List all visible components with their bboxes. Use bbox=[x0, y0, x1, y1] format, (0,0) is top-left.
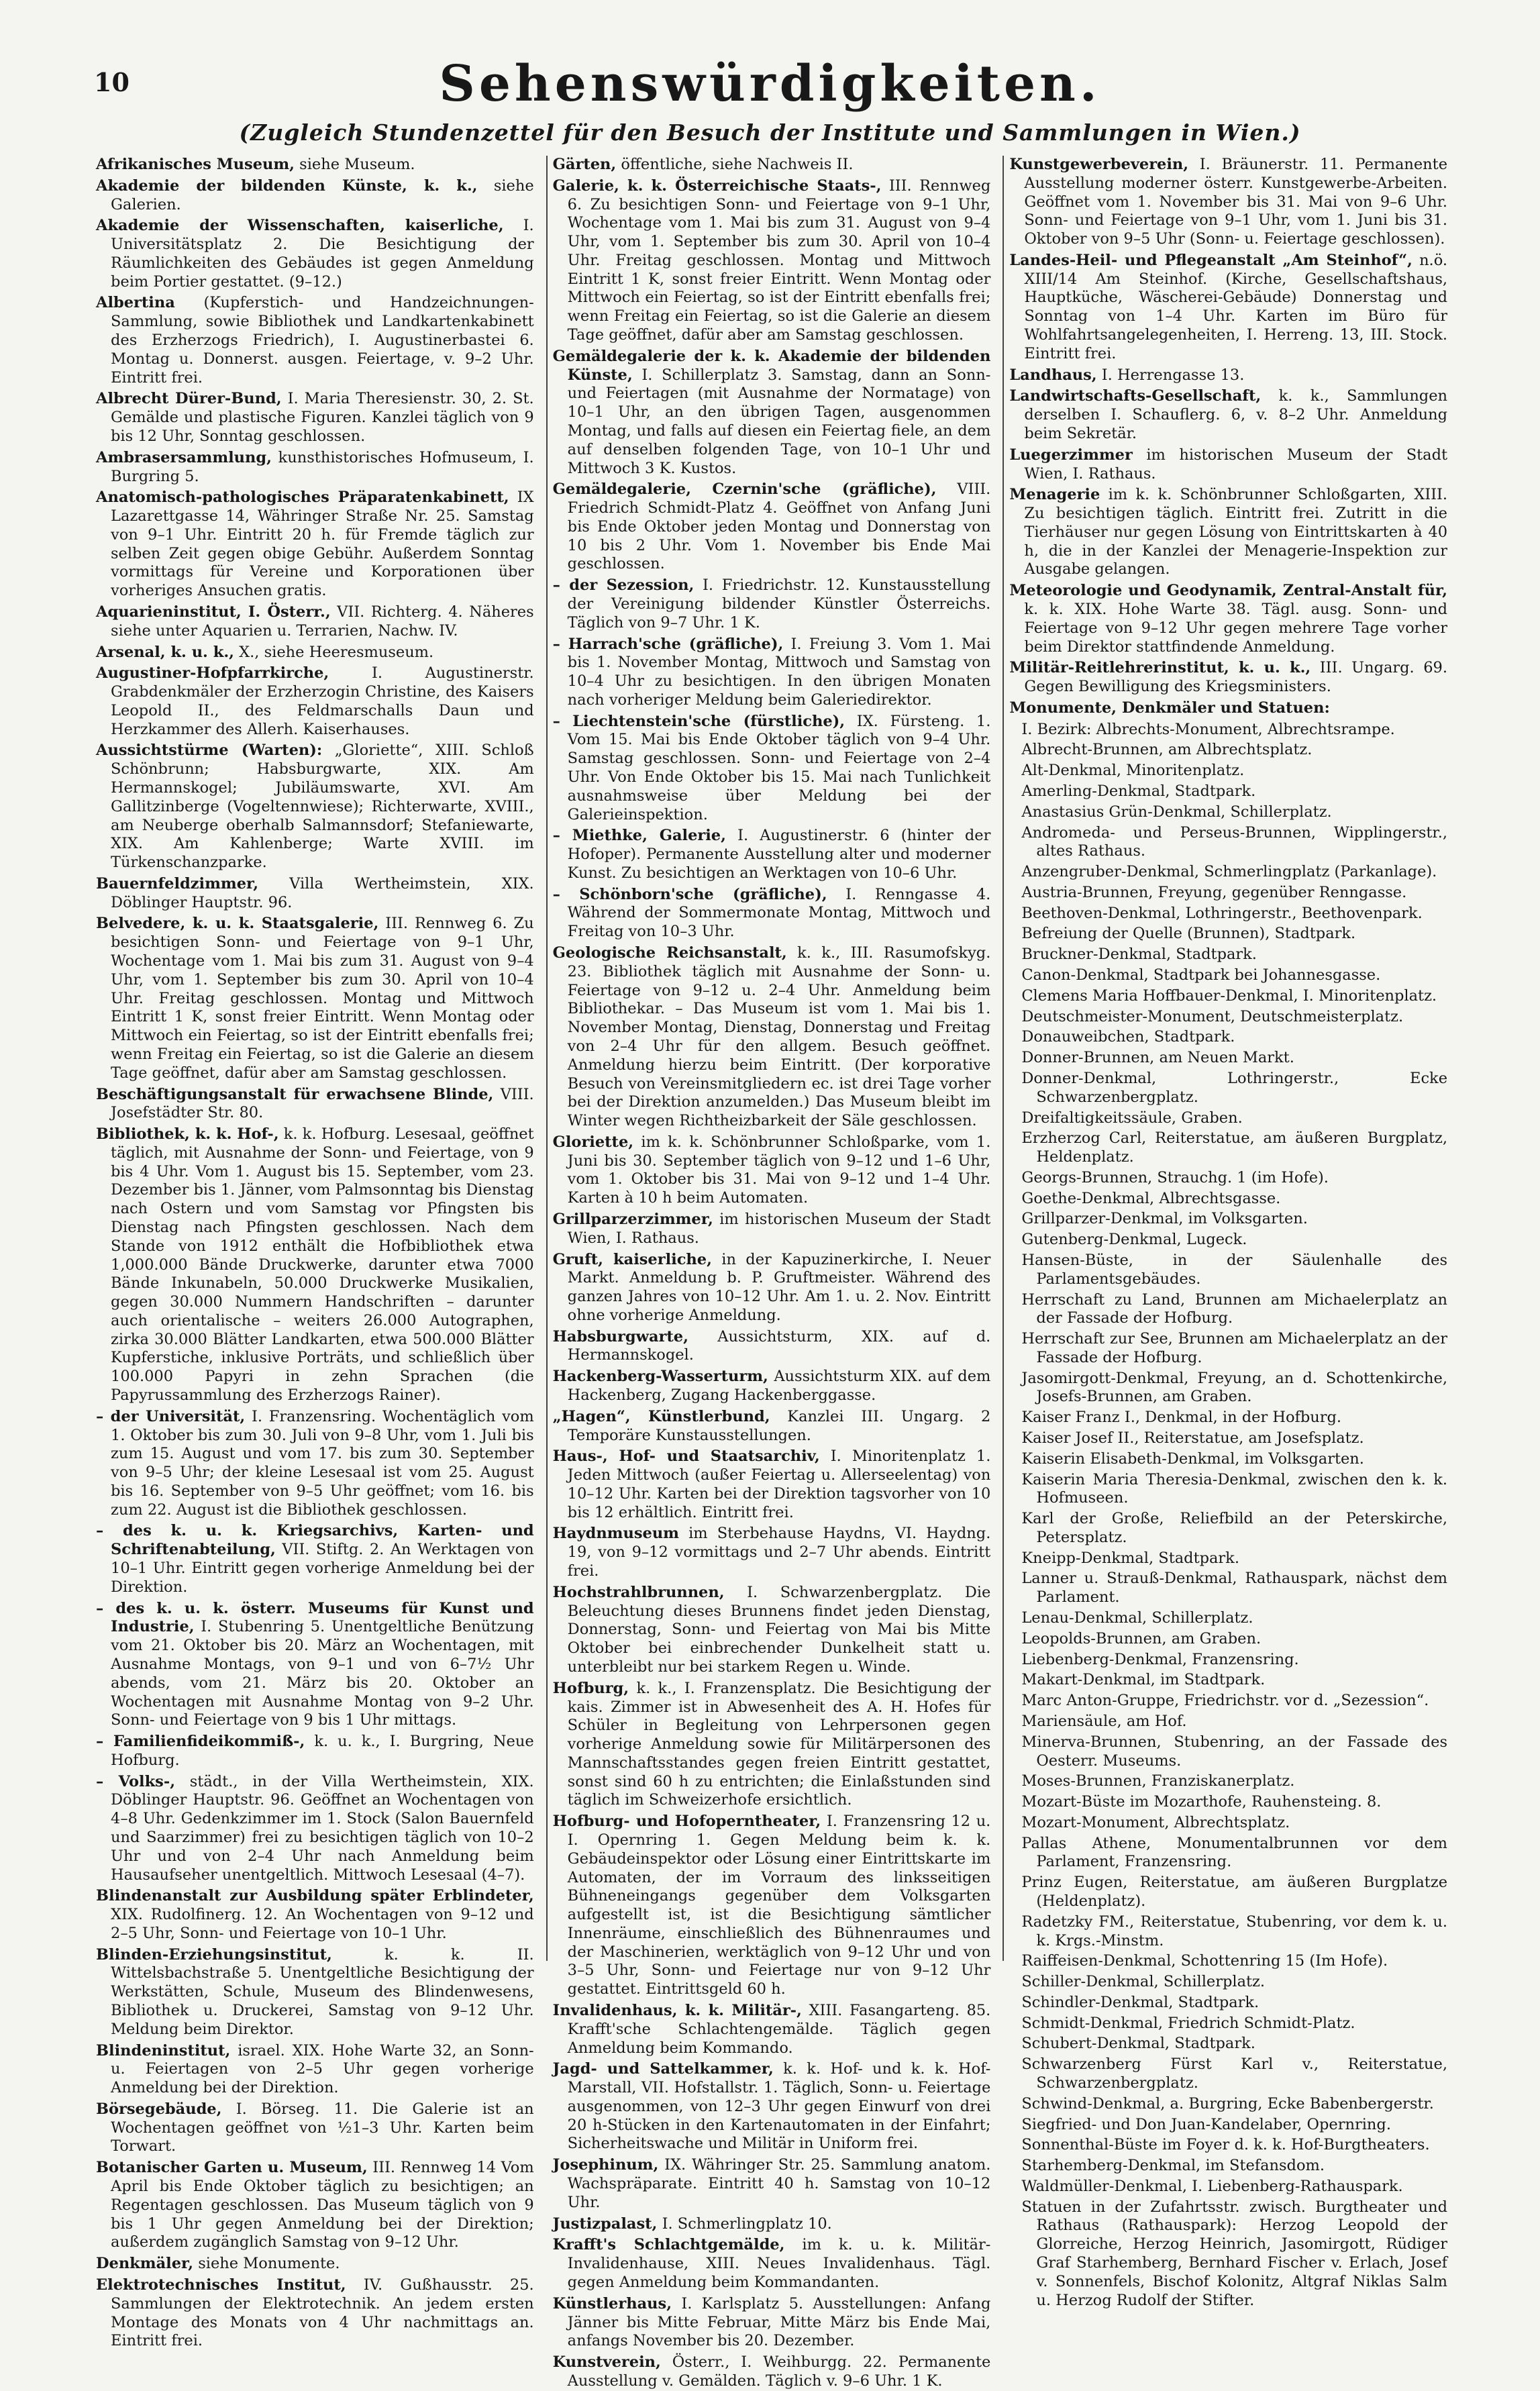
directory-entry bbox=[96, 177, 534, 215]
entry-text: I. Minoritenplatz 1. Jeden Mittwoch (außer Feiertag u. Allerseelentag) von 10–12 Uhr. Karten bei der Direktion tagsvorher von 10 bis 12 erhältlich. Eintritt frei. bbox=[567, 1447, 991, 1521]
entry-heading: – Familienfideikommiß-, bbox=[96, 1733, 305, 1751]
monument-item: Karl der Große, Reliefbild an der Peterskirche, Petersplatz. bbox=[1021, 1510, 1448, 1546]
directory-entry bbox=[1009, 582, 1447, 656]
entry-heading: – des k. u. k. österr. Museums für Kunst und Industrie, bbox=[96, 1599, 534, 1636]
directory-entry bbox=[553, 1525, 991, 1580]
entry-text: israel. XIX. Hohe Warte 32, an Sonn- u. Feiertagen von 2–5 Uhr gegen vorherige Anmeldung bei der Direktion. bbox=[111, 2041, 534, 2097]
directory-entry bbox=[96, 1733, 534, 1770]
directory-entry bbox=[96, 390, 534, 446]
entry-text: I. Augustinerstr. 6 (hinter der Hofoper). Permanente Ausstellung alter und moderner Kunst. Zu besichtigen an Werktagen von 10–6 Uhr. bbox=[567, 827, 991, 882]
entry-heading: „Hagen“, Künstlerbund, bbox=[552, 1407, 770, 1425]
entry-text: Villa Wertheimstein, XIX. Döblinger Hauptstr. 96. bbox=[111, 874, 534, 911]
directory-entry bbox=[96, 742, 534, 872]
entry-text: in der Kapuzinerkirche, I. Neuer Markt. Anmeldung b. P. Gruftmeister. Während des ganzen Jahres von 10–12 Uhr. Am 1. u. 2. Nov. Eintritt ohne vorherige Anmeldung. bbox=[567, 1250, 991, 1324]
monument-item: Moses-Brunnen, Franziskanerplatz. bbox=[1021, 1772, 1295, 1790]
entry-heading: Aussichtstürme (Warten): bbox=[96, 742, 323, 760]
page-title: Sehenswürdigkeiten. bbox=[439, 55, 1101, 113]
directory-entry bbox=[96, 1125, 534, 1405]
entry-text: k. k. Hof- und k. k. Hof-Marstall, VII. Hofstallstr. 1. Täglich, Sonn- u. Feiertage ausgenommen, von 12–3 Uhr gegen Einwurf von drei 20 h-Stücken in den Kartenautomaten in der Einfahrt; Sicherheitswache und Militär in Uniform frei. bbox=[567, 2060, 991, 2153]
directory-entry bbox=[553, 1133, 991, 1208]
entry-text: IV. Gußhausstr. 25. Sammlungen der Elektrotechnik. An jedem ersten Montage des Monats von 4 Uhr nachmittags an. Eintritt frei. bbox=[111, 2276, 534, 2350]
entry-heading: Ambrasersammlung, bbox=[96, 448, 272, 466]
directory-entry bbox=[96, 217, 534, 291]
directory-entry bbox=[96, 2159, 534, 2252]
directory-entry bbox=[553, 1813, 991, 1999]
monument-item: Lanner u. Strauß-Denkmal, Rathauspark, nächst dem Parlament. bbox=[1021, 1570, 1448, 1607]
entry-text: im historischen Museum der Stadt Wien, I. Rathaus. bbox=[1024, 446, 1448, 482]
monument-item: Austria-Brunnen, Freyung, gegenüber Renngasse. bbox=[1021, 883, 1407, 901]
entry-text: k. u. k., I. Burgring, Neue Hofburg. bbox=[111, 1733, 534, 1769]
monument-item: Waldmüller-Denkmal, I. Liebenberg-Rathauspark. bbox=[1021, 2177, 1403, 2195]
entry-heading: Anatomisch-pathologisches Präparatenkabinett, bbox=[96, 489, 509, 507]
monument-item: Statuen in der Zufahrtsstr. zwisch. Burgtheater und Rathaus (Rathauspark): Herzog Leopold der Glorreiche, Herzog Heinrich, Jasomirgott, Rüdiger Graf Starhemberg, Bernhard Fischer v. Erlach, Josef v. Sonnenfels, Bischof Kolonitz, Altgraf Niklas Salm u. Herzog Rudolf der Stifter. bbox=[1021, 2198, 1448, 2309]
monument-item: Kaiser Josef II., Reiterstatue, am Josefsplatz. bbox=[1021, 1429, 1364, 1447]
directory-entry bbox=[553, 2353, 991, 2391]
monument-item: Dreifaltigkeitssäule, Graben. bbox=[1021, 1109, 1243, 1127]
directory-entry bbox=[553, 1251, 991, 1325]
monument-item: Deutschmeister-Monument, Deutschmeisterplatz. bbox=[1021, 1007, 1404, 1025]
directory-entry bbox=[96, 449, 534, 487]
monument-item: Kneipp-Denkmal, Stadtpark. bbox=[1021, 1549, 1239, 1567]
directory-entry bbox=[1009, 252, 1447, 364]
entry-heading: Blindenanstalt zur Ausbildung später Erblindeter, bbox=[96, 1887, 534, 1905]
entry-text: I. Schillerplatz 3. Samstag, dann an Sonn- und Feiertagen (mit Ausnahme der Normatage) von 10–1 Uhr, an den übrigen Tagen, ausgenommen Montag, und falls auf diesen ein Feiertag fiele, an dem auf denselben folgenden Tage, von 10–1 Uhr und Mittwoch 3 K. Kustos. bbox=[567, 366, 991, 477]
entry-heading: Arsenal, k. u. k., bbox=[96, 643, 234, 661]
monument-item: Leopolds-Brunnen, am Graben. bbox=[1021, 1629, 1262, 1647]
entry-text: n.ö. XIII/14 Am Steinhof. (Kirche, Gesellschaftshaus, Hauptküche, Wäscherei-Gebäude) Donnerstag und Sonntag von 1–4 Uhr. Karten im Büro für Wohlfahrtsangelegenheiten, I. Herreng. 13, III. Stock. Eintritt frei. bbox=[1024, 251, 1448, 362]
entry-text: IX Lazarettgasse 14, Währinger Straße Nr. 25. Samstag von 9–1 Uhr. Eintritt 20 h. für Fremde täglich zur selben Zeit gegen obige Gebühr. Außerdem Sonntag vormittags für Vereine und Korporationen über vorheriges Ansuchen gratis. bbox=[111, 489, 534, 600]
monument-item: Alt-Denkmal, Minoritenplatz. bbox=[1021, 762, 1245, 780]
monument-item: Schwind-Denkmal, a. Burgring, Ecke Babenbergerstr. bbox=[1021, 2094, 1434, 2113]
entry-text: IX. Fürsteng. 1. Vom 15. Mai bis Ende Oktober täglich von 9–4 Uhr. Samstag geschlossen. Sonn- und Feiertage von 2–4 Uhr. Von Ende Oktober bis 15. Mai nach Tunlichkeit ausnahmsweise über Meldung bei der Galerieinspektion. bbox=[567, 712, 991, 823]
monument-item: Sonnenthal-Büste im Foyer d. k. k. Hof-Burgtheaters. bbox=[1021, 2136, 1430, 2154]
directory-entry bbox=[96, 1773, 534, 1885]
entry-heading: Blindeninstitut, bbox=[96, 2041, 231, 2059]
directory-entry bbox=[96, 1086, 534, 1123]
directory-entry bbox=[96, 664, 534, 739]
directory-entry bbox=[553, 2236, 991, 2292]
entry-text: I. Bräunerstr. 11. Permanente Ausstellung moderner österr. Kunstgewerbe-Arbeiten. Geöffnet vom 1. November bis 31. Mai von 9–6 Uhr. Sonn- und Feiertage von 9–1 Uhr, vom 1. Juni bis 31. Oktober von 9–5 Uhr (Sonn- u. Feiertage geschlossen). bbox=[1024, 156, 1448, 248]
entry-text: VII. Stiftg. 2. An Werktagen von 10–1 Uhr. Eintritt gegen vorherige Anmeldung bei der Direktion. bbox=[111, 1541, 534, 1596]
monument-item: Andromeda- und Perseus-Brunnen, Wipplingerstr., altes Rathaus. bbox=[1021, 823, 1448, 860]
entry-heading: Meteorologie und Geodynamik, Zentral-Anstalt für, bbox=[1009, 582, 1448, 600]
monument-item: Pallas Athene, Monumentalbrunnen vor dem Parlament, Franzensring. bbox=[1021, 1834, 1448, 1871]
monument-item: Bruckner-Denkmal, Stadtpark. bbox=[1021, 946, 1257, 964]
monument-item: Liebenberg-Denkmal, Franzensring. bbox=[1021, 1650, 1299, 1668]
monument-item: Clemens Maria Hoffbauer-Denkmal, I. Minoritenplatz. bbox=[1021, 986, 1437, 1005]
directory-entry bbox=[553, 2060, 991, 2153]
directory-entry bbox=[553, 713, 991, 825]
directory-entry bbox=[553, 1368, 991, 1405]
entry-text: k. k., I. Franzensplatz. Die Besichtigung der kais. Zimmer ist in Abwesenheit des A. H. Hofes für Schüler in Begleitung von Lehrpersonen gegen vorherige Anmeldung sowie für Militärpersonen des Mannschaftsstandes gegen freien Eintritt gestattet, sonst sind 60 h zu entrichten; die Einlaßstunden sind täglich im Schweizerhofe ersichtlich. bbox=[567, 1679, 991, 1809]
entry-heading: Haus-, Hof- und Staatsarchiv, bbox=[552, 1447, 820, 1466]
entry-heading: Grillparzerzimmer, bbox=[552, 1210, 713, 1228]
monument-item: Makart-Denkmal, im Stadtpark. bbox=[1021, 1671, 1266, 1689]
entry-text: III. Ungarg. 69. Gegen Bewilligung des Kriegsministers. bbox=[1024, 659, 1448, 696]
entry-text: k. k., Sammlungen derselben I. Schauflerg. 6, v. 8–2 Uhr. Anmeldung beim Sekretär. bbox=[1024, 387, 1448, 442]
monument-item: Anastasius Grün-Denkmal, Schillerplatz. bbox=[1021, 803, 1332, 821]
entry-text: „Gloriette“, XIII. Schloß Schönbrunn; Habsburgwarte, XIX. Am Hermannskogel; Jubiläumswarte, XVI. Am Gallitzinberge (Vogeltennwiese); Richterwarte, XVIII., am Neuberge oberhalb Salmannsdorf; Stefaniewarte, XIX. Am Kahlenberge; Warte XVIII. im Türkenschanzparke. bbox=[111, 742, 534, 872]
entry-heading: Börsegebäude, bbox=[96, 2100, 222, 2118]
entry-heading: Invalidenhaus, k. k. Militär-, bbox=[552, 2002, 802, 2019]
entry-heading: Albertina bbox=[96, 294, 175, 312]
monument-item: Minerva-Brunnen, Stubenring, an der Fassade des Oesterr. Museums. bbox=[1021, 1733, 1448, 1770]
monument-item: Anzengruber-Denkmal, Schmerlingplatz (Parkanlage). bbox=[1021, 863, 1437, 881]
entry-text: I. Karlsplatz 5. Ausstellungen: Anfang Jänner bis Mitte Februar, Mitte März bis Ende Mai, anfangs November bis 20. Dezember. bbox=[567, 2294, 991, 2350]
entry-heading: Elektrotechnisches Institut, bbox=[96, 2276, 346, 2294]
entry-text: VIII. Josefstädter Str. 80. bbox=[111, 1085, 534, 1122]
monument-item: Hansen-Büste, in der Säulenhalle des Parlamentsgebäudes. bbox=[1021, 1251, 1448, 1288]
monument-item: Raiffeisen-Denkmal, Schottenring 15 (Im Hofe). bbox=[1021, 1952, 1388, 1970]
directory-entry bbox=[96, 2042, 534, 2098]
entry-heading: Menagerie bbox=[1009, 486, 1100, 504]
directory-entry bbox=[553, 2156, 991, 2212]
monument-item: Mariensäule, am Hof. bbox=[1021, 1712, 1187, 1730]
entry-text: VII. Richterg. 4. Näheres siehe unter Aquarien u. Terrarien, Nachw. IV. bbox=[111, 603, 534, 640]
monument-item: Gutenberg-Denkmal, Lugeck. bbox=[1021, 1231, 1247, 1249]
monument-item: Erzherzog Carl, Reiterstatue, am äußeren Burgplatz, Heldenplatz. bbox=[1021, 1129, 1448, 1166]
monument-item: Donner-Denkmal, Lothringerstr., Ecke Schwarzenbergplatz. bbox=[1021, 1069, 1448, 1106]
entry-heading: – der Universität, bbox=[96, 1407, 246, 1425]
entry-text: I. Börseg. 11. Die Galerie ist an Wochentagen geöffnet von ½1–3 Uhr. Karten beim Torwart. bbox=[111, 2100, 534, 2155]
entry-text: III. Rennweg 6. Zu besichtigen Sonn- und Feiertage von 9–1 Uhr, Wochentage vom 1. Mai bis zum 31. August von 9–4 Uhr, vom 1. September bis zum 30. April von 10–4 Uhr. Freitag geschlossen. Montag und Mittwoch Eintritt 1 K, sonst freier Eintritt. Wenn Montag oder Mittwoch ein Feiertag, so ist der Eintritt ebenfalls frei; wenn Freitag ein Feiertag, so ist die Galerie an diesem Tage geöffnet, dafür aber am Samstag geschlossen. bbox=[111, 915, 534, 1082]
directory-entry bbox=[553, 177, 991, 345]
column-right bbox=[1003, 156, 1453, 2309]
entry-heading: Denkmäler, bbox=[96, 2255, 194, 2273]
directory-entry bbox=[96, 2100, 534, 2156]
directory-entry bbox=[553, 2295, 991, 2351]
entry-text: (Kupferstich- und Handzeichnungen-Sammlung, sowie Bibliothek und Landkartenkabinett des Erzherzogs Friedrich), I. Augustinerbastei 6. Montag u. Donnerst. ausgen. Feiertage, v. 9–2 Uhr. Eintritt frei. bbox=[111, 294, 534, 387]
directory-entry bbox=[96, 1946, 534, 2039]
directory-entry bbox=[96, 294, 534, 387]
monument-item: Befreiung der Quelle (Brunnen), Stadtpark. bbox=[1021, 925, 1356, 943]
monument-item: Lenau-Denkmal, Schillerplatz. bbox=[1021, 1609, 1253, 1627]
monument-item: Mozart-Monument, Albrechtsplatz. bbox=[1021, 1813, 1290, 1831]
monument-item: Amerling-Denkmal, Stadtpark. bbox=[1021, 782, 1256, 800]
district-heading: I. Bezirk: Albrechts-Monument, Albrechtsrampe. bbox=[1021, 720, 1395, 738]
entry-heading: Akademie der Wissenschaften, kaiserliche, bbox=[96, 217, 504, 235]
entry-text: XIII. Fasangarteng. 85. Krafft'sche Schlachtengemälde. Täglich gegen Anmeldung beim Kommando. bbox=[567, 2002, 991, 2057]
directory-entry bbox=[553, 1328, 991, 1366]
entry-text: IX. Währinger Str. 25. Sammlung anatom. Wachspräparate. Eintritt 40 h. Samstag von 10–12 Uhr. bbox=[567, 2156, 991, 2211]
directory-entry bbox=[553, 480, 991, 574]
directory-entry bbox=[553, 635, 991, 710]
monument-item: Grillparzer-Denkmal, im Volksgarten. bbox=[1021, 1210, 1308, 1228]
entry-heading: Bauernfeldzimmer, bbox=[96, 874, 259, 893]
directory-entry bbox=[553, 2002, 991, 2057]
monument-item: Canon-Denkmal, Stadtpark bei Johannesgasse. bbox=[1021, 966, 1381, 984]
directory-entry bbox=[96, 644, 534, 662]
entry-text: I. Schwarzenbergplatz. Die Beleuchtung dieses Brunnens findet jeden Dienstag, Donnerstag, Sonn- und Feiertag von Mai bis Mitte Oktober bei einbrechender Dunkelheit statt u. unterbleibt nur bei starkem Regen u. Winde. bbox=[567, 1583, 991, 1676]
entry-text: im historischen Museum der Stadt Wien, I. Rathaus. bbox=[567, 1210, 991, 1247]
monument-item: Herrschaft zu Land, Brunnen am Michaelerplatz an der Fassade der Hofburg. bbox=[1021, 1290, 1448, 1327]
entry-text: k. k. Hofburg. Lesesaal, geöffnet täglich, mit Ausnahme der Sonn- und Feiertage, von 9 bis 4 Uhr. Vom 1. August bis 15. September, vom 23. Dezember bis 1. Jänner, vom Palmsonntag bis Dienstag nach Ostern und vom Samstag vor Pfingsten bis Dienstag nach Pfingsten geschlossen. Nach dem Stande von 1912 enthält die Hofbibliothek etwa 1,000.000 Bände Druckwerke, darunter etwa 7000 Bände Inkunabeln, 50.000 Druckwerke Musikalien, gegen 30.000 Nummern Handschriften – darunter auch orientalische – weiters 26.000 Autographen, zirka 30.000 Blätter Landkarten, etwa 500.000 Blätter Kupferstiche, inklusive Porträts, und schließlich über 100.000 Papyri in zehn Sprachen (die Papyrussammlung des Erzherzogs Rainer). bbox=[111, 1125, 534, 1404]
entry-heading: Hackenberg-Wasserturm, bbox=[552, 1368, 768, 1386]
directory-entry bbox=[553, 886, 991, 942]
entry-heading: Botanischer Garten u. Museum, bbox=[96, 2159, 368, 2177]
directory-entry bbox=[553, 944, 991, 1131]
column-middle bbox=[546, 156, 996, 2390]
monument-item: Goethe-Denkmal, Albrechtsgasse. bbox=[1021, 1189, 1281, 1207]
directory-entry bbox=[1009, 156, 1447, 249]
entry-heading: Monumente, Denkmäler und Statuen: bbox=[1009, 699, 1330, 717]
entry-heading: Akademie der bildenden Künste, k. k., bbox=[96, 176, 478, 195]
entry-heading: Belvedere, k. u. k. Staatsgalerie, bbox=[96, 915, 379, 933]
entry-text: siehe Galerien. bbox=[111, 176, 534, 213]
entry-text: X., siehe Heeresmuseum. bbox=[239, 643, 434, 661]
entry-heading: Augustiner-Hofpfarrkirche, bbox=[96, 664, 329, 682]
entry-heading: Kunstgewerbeverein, bbox=[1009, 156, 1189, 173]
entry-heading: Hochstrahlbrunnen, bbox=[552, 1583, 725, 1601]
directory-entry bbox=[96, 489, 534, 601]
entry-text: im Sterbehause Haydns, VI. Haydng. 19, von 9–12 vormittags und 2–7 Uhr abends. Eintritt frei. bbox=[567, 1525, 991, 1580]
entry-text: im k. k. Schönbrunner Schloßgarten, XIII. Zu besichtigen täglich. Eintritt frei. Zutritt in die Tierhäuser nur gegen Lösung von Eintrittskarten à 40 h, die in der Kanzlei der Menagerie-Inspektion zur Ausgabe gelangen. bbox=[1024, 486, 1448, 578]
text-columns bbox=[91, 156, 1453, 2390]
directory-entry bbox=[96, 1522, 534, 1596]
directory-entry bbox=[553, 1447, 991, 1522]
directory-entry bbox=[96, 156, 534, 174]
entry-heading: Landhaus, bbox=[1009, 366, 1097, 384]
entry-heading: – Volks-, bbox=[96, 1772, 176, 1790]
monument-item: Schwarzenberg Fürst Karl v., Reiterstatue, Schwarzenbergplatz. bbox=[1021, 2055, 1448, 2092]
entry-heading: Jagd- und Sattelkammer, bbox=[552, 2060, 774, 2078]
entry-text: im k. u. k. Militär-Invalidenhause, XIII. Neues Invalidenhaus. Tägl. gegen Anmeldung beim Kommandanten. bbox=[567, 2236, 991, 2291]
monument-item: Prinz Eugen, Reiterstatue, am äußeren Burgplatze (Heldenplatz). bbox=[1021, 1874, 1448, 1910]
directory-entry bbox=[96, 1887, 534, 1943]
entry-text: I. Maria Theresienstr. 30, 2. St. Gemälde und plastische Figuren. Kanzlei täglich von 9 bis 12 Uhr, Sonntag geschlossen. bbox=[111, 390, 534, 445]
directory-entry bbox=[553, 827, 991, 882]
entry-heading: – Schönborn'sche (gräfliche), bbox=[552, 885, 827, 903]
monument-item: Mozart-Büste im Mozarthofe, Rauhensteing. 8. bbox=[1021, 1793, 1382, 1811]
directory-entry bbox=[96, 1408, 534, 1520]
directory-entry bbox=[96, 603, 534, 641]
monument-item: Kaiserin Elisabeth-Denkmal, im Volksgarten. bbox=[1021, 1449, 1364, 1468]
entry-heading: Krafft's Schlachtgemälde, bbox=[552, 2236, 785, 2254]
page-number: 10 bbox=[94, 67, 130, 97]
entry-heading: Künstlerhaus, bbox=[552, 2294, 672, 2312]
entry-text: XIX. Rudolfinerg. 12. An Wochentagen von 9–12 und 2–5 Uhr, Sonn- und Feiertage von 10–1 Uhr. bbox=[111, 1906, 534, 1942]
entry-heading: Habsburgwarte, bbox=[552, 1327, 688, 1345]
entry-heading: Bibliothek, k. k. Hof-, bbox=[96, 1125, 279, 1143]
directory-entry bbox=[553, 1680, 991, 1810]
entry-text: k. k. XIX. Hohe Warte 38. Tägl. ausg. Sonn- und Feiertage von 9–12 Uhr gegen mehrere Tage vorher beim Direktor stattfindende Anmeldung. bbox=[1024, 600, 1448, 656]
entry-text: III. Rennweg 6. Zu besichtigen Sonn- und Feiertage von 9–1 Uhr, Wochentage vom 1. Mai bis zum 31. August von 9–4 Uhr, vom 1. September bis zum 30. April von 10–4 Uhr. Freitag geschlossen. Montag und Mittwoch Eintritt 1 K, sonst freier Eintritt. Wenn Montag oder Mittwoch ein Feiertag, so ist der Eintritt ebenfalls frei; wenn Freitag ein Feiertag, so ist die Galerie an diesem Tage geöffnet, dafür aber am Samstag geschlossen. bbox=[567, 176, 991, 344]
directory-entry bbox=[553, 576, 991, 632]
entry-heading: Geologische Reichsanstalt, bbox=[552, 944, 787, 962]
monument-item: Starhemberg-Denkmal, im Stefansdom. bbox=[1021, 2157, 1325, 2175]
monument-item: Siegfried- und Don Juan-Kandelaber, Opernring. bbox=[1021, 2115, 1391, 2133]
entry-heading: Albrecht Dürer-Bund, bbox=[96, 390, 282, 408]
entry-heading: Hofburg, bbox=[552, 1679, 629, 1697]
entry-heading: Josephinum, bbox=[552, 2156, 659, 2174]
entry-heading: Landes-Heil- und Pflegeanstalt „Am Steinhof“, bbox=[1009, 251, 1413, 269]
directory-entry bbox=[553, 1584, 991, 1677]
directory-entry bbox=[1009, 659, 1447, 697]
entry-text: I. Friedrichstr. 12. Kunstausstellung der Vereinigung bildender Künstler Österreichs. Täglich von 9–7 Uhr. 1 K. bbox=[567, 576, 991, 631]
entry-text: Aussichtsturm, XIX. auf d. Hermannskogel. bbox=[567, 1327, 991, 1364]
entry-text: Österr., I. Weihburgg. 22. Permanente Ausstellung v. Gemälden. Täglich v. 9–6 Uhr. 1 K. bbox=[567, 2353, 991, 2390]
entry-heading: Gemäldegalerie, Czernin'sche (gräfliche), bbox=[552, 480, 937, 499]
entry-text: öffentliche, siehe Nachweis II. bbox=[621, 156, 854, 173]
monument-item: Kaiser Franz I., Denkmal, in der Hofburg. bbox=[1021, 1409, 1342, 1427]
entry-text: siehe Museum. bbox=[299, 156, 415, 173]
entry-heading: Beschäftigungsanstalt für erwachsene Blinde, bbox=[96, 1085, 494, 1103]
monument-item: Georgs-Brunnen, Strauchg. 1 (im Hofe). bbox=[1021, 1168, 1329, 1186]
monument-item: Albrecht-Brunnen, am Albrechtsplatz. bbox=[1021, 741, 1313, 759]
monument-item: Donauweibchen, Stadtpark. bbox=[1021, 1028, 1235, 1046]
directory-entry bbox=[553, 156, 991, 174]
entry-text: I. Universitätsplatz 2. Die Besichtigung der Räumlichkeiten des Gebäudes ist gegen Anmeldung beim Portier gestattet. (9–12.) bbox=[111, 217, 534, 291]
entry-text: I. Augustinerstr. Grabdenkmäler der Erzherzogin Christine, des Kaisers Leopold II., des Feldmarschalls Daun und Herzkammer des Allerh. Kaiserhauses. bbox=[111, 664, 534, 738]
directory-entry bbox=[96, 1600, 534, 1730]
monument-item: Beethoven-Denkmal, Lothringerstr., Beethovenpark. bbox=[1021, 904, 1423, 922]
monument-item: Kaiserin Maria Theresia-Denkmal, zwischen den k. k. Hofmuseen. bbox=[1021, 1470, 1448, 1507]
directory-entry bbox=[553, 348, 991, 478]
entry-text: k. k., III. Rasumofskyg. 23. Bibliothek täglich mit Ausnahme der Sonn- u. Feiertage von 9–12 u. 2–4 Uhr. Anmeldung beim Bibliothekar. – Das Museum ist vom 1. Mai bis 1. November Montag, Dienstag, Donnerstag und Freitag von 2–4 Uhr für den allgem. Besuch geöffnet. Anmeldung hierzu beim Eintritt. (Der korporative Besuch von Vereinsmitgliedern ec. ist drei Tage vorher bei der Direktion anzumelden.) Das Museum bleibt im Winter wegen Richtheizbarkeit der Säle geschlossen. bbox=[567, 944, 991, 1130]
monument-item: Schiller-Denkmal, Schillerplatz. bbox=[1021, 1973, 1266, 1991]
monument-item: Schindler-Denkmal, Stadtpark. bbox=[1021, 1993, 1260, 2011]
directory-entry bbox=[1009, 699, 1447, 718]
entry-text: k. k. II. Wittelsbachstraße 5. Unentgeltliche Besichtigung der Werkstätten, Schule, Museum des Blindenwesens, Bibliothek u. Druckerei, Samstag von 9–12 Uhr. Meldung beim Direktor. bbox=[111, 1945, 534, 2038]
monument-item: Schubert-Denkmal, Stadtpark. bbox=[1021, 2035, 1255, 2053]
monument-item: Donner-Brunnen, am Neuen Markt. bbox=[1021, 1049, 1294, 1067]
entry-text: I. Herrengasse 13. bbox=[1101, 366, 1245, 384]
entry-heading: – Harrach'sche (gräfliche), bbox=[552, 635, 784, 653]
monument-item: Marc Anton-Gruppe, Friedrichstr. vor d. „Sezession“. bbox=[1021, 1692, 1429, 1710]
directory-entry bbox=[96, 915, 534, 1082]
directory-entry bbox=[1009, 366, 1447, 385]
directory-entry bbox=[96, 2255, 534, 2274]
entry-heading: Gloriette, bbox=[552, 1133, 634, 1151]
entry-heading: Aquarieninstitut, I. Österr., bbox=[96, 603, 331, 621]
entry-heading: – der Sezession, bbox=[552, 576, 695, 595]
directory-entry bbox=[96, 875, 534, 913]
directory-entry bbox=[553, 1408, 991, 1445]
monument-item: Schmidt-Denkmal, Friedrich Schmidt-Platz. bbox=[1021, 2014, 1355, 2032]
monument-item: Herrschaft zur See, Brunnen am Michaelerplatz an der Fassade der Hofburg. bbox=[1021, 1330, 1448, 1366]
entry-heading: Landwirtschafts-Gesellschaft, bbox=[1009, 387, 1262, 405]
entry-heading: Haydnmuseum bbox=[552, 1525, 679, 1543]
entry-heading: Blinden-Erziehungsinstitut, bbox=[96, 1945, 332, 1964]
directory-entry bbox=[96, 2276, 534, 2351]
entry-text: Aussichtsturm XIX. auf dem Hackenberg, Zugang Hackenberggasse. bbox=[567, 1368, 991, 1404]
entry-text: III. Rennweg 14 Vom April bis Ende Oktober täglich zu besichtigen; an Regentagen geschlossen. Das Museum täglich von 9 bis 1 Uhr gegen Anmeldung bei der Direktion; außerdem zugänglich Samstag von 9–12 Uhr. bbox=[111, 2159, 534, 2251]
directory-entry bbox=[1009, 486, 1447, 579]
entry-heading: Afrikanisches Museum, bbox=[96, 156, 295, 173]
entry-text: kunsthistorisches Hofmuseum, I. Burgring 5. bbox=[111, 448, 534, 485]
entry-heading: Hofburg- und Hofoperntheater, bbox=[552, 1813, 821, 1831]
monument-item: Radetzky FM., Reiterstatue, Stubenring, vor dem k. u. k. Krgs.-Minstm. bbox=[1021, 1913, 1448, 1949]
entry-heading: Kunstverein, bbox=[552, 2353, 661, 2372]
entry-heading: – Liechtenstein'sche (fürstliche), bbox=[552, 712, 845, 730]
entry-text: im k. k. Schönbrunner Schloßparke, vom 1. Juni bis 30. September täglich von 9–12 und 1–6 Uhr, vom 1. Oktober bis 31. Mai von 9–12 und 1–4 Uhr. Karten à 10 h beim Automaten. bbox=[567, 1133, 991, 1207]
entry-heading: Gärten, bbox=[552, 156, 617, 173]
column-left bbox=[91, 156, 540, 2350]
monument-item: Jasomirgott-Denkmal, Freyung, an d. Schottenkirche, Josefs-Brunnen, am Graben. bbox=[1021, 1369, 1448, 1406]
directory-entry bbox=[1009, 446, 1447, 484]
entry-text: I. Stubenring 5. Unentgeltliche Benützung vom 21. Oktober bis 20. März an Wochentagen, mit Ausnahme Montags, von 9–1 und von 6–7½ Uhr abends, vom 21. März bis 20. Oktober an Wochentagen mit Ausnahme Montag von 9–2 Uhr. Sonn- und Feiertage von 9 bis 1 Uhr mittags. bbox=[111, 1618, 534, 1729]
entry-text: siehe Monumente. bbox=[198, 2255, 340, 2273]
entry-text: Kanzlei III. Ungarg. 2 Temporäre Kunstausstellungen. bbox=[567, 1407, 991, 1444]
entry-text: VIII. Friedrich Schmidt-Platz 4. Geöffnet von Anfang Juni bis Ende Oktober jeden Montag und Donnerstag von 10 bis 2 Uhr. Vom 1. November bis Ende Mai geschlossen. bbox=[567, 480, 991, 573]
entry-heading: Gruft, kaiserliche, bbox=[552, 1250, 712, 1268]
entry-heading: Luegerzimmer bbox=[1009, 446, 1133, 464]
page-subtitle: (Zugleich Stundenzettel für den Besuch der Institute und Sammlungen in Wien.) bbox=[239, 119, 1301, 146]
entry-heading: – Miethke, Galerie, bbox=[552, 827, 726, 845]
entry-text: I. Franzensring. Wochentäglich vom 1. Oktober bis zum 30. Juli von 9–8 Uhr, vom 1. Juli bis zum 15. August und vom 17. bis zum 30. September von 9–5 Uhr; der kleine Lesesaal ist vom 25. August bis 16. September von 9–5 Uhr geöffnet; vom 16. bis zum 22. August ist die Bibliothek geschlossen. bbox=[111, 1407, 534, 1519]
entry-text: I. Freiung 3. Vom 1. Mai bis 1. November Montag, Mittwoch und Samstag von 10–4 Uhr zu besichtigen. In den übrigen Monaten nach vorheriger Meldung beim Galeriedirektor. bbox=[567, 635, 991, 709]
directory-entry bbox=[553, 2215, 991, 2234]
entry-heading: Militär-Reitlehrerinstitut, k. u. k., bbox=[1009, 659, 1311, 677]
entry-text: I. Renngasse 4. Während der Sommermonate Montag, Mittwoch und Freitag von 10–3 Uhr. bbox=[567, 885, 991, 941]
entry-text: I. Schmerlingplatz 10. bbox=[662, 2215, 832, 2233]
directory-entry bbox=[1009, 387, 1447, 443]
entry-heading: – des k. u. k. Kriegsarchivs, Karten- und Schriftenabteilung, bbox=[96, 1522, 534, 1559]
entry-text: städt., in der Villa Wertheimstein, XIX. Döblinger Hauptstr. 96. Geöffnet an Wochentagen von 4–8 Uhr. Gedenkzimmer im 1. Stock (Salon Bauernfeld und Saarzimmer) frei zu besichtigen täglich von 10–2 Uhr und von 2–4 Uhr nach Anmeldung beim Hausaufseher unentgeltlich. Mittwoch Lesesaal (4–7). bbox=[111, 1772, 534, 1884]
entry-heading: Galerie, k. k. Österreichische Staats-, bbox=[552, 176, 882, 195]
entry-text: I. Franzensring 12 u. I. Opernring 1. Gegen Meldung beim k. k. Gebäudeinspektor oder Lösung einer Eintrittskarte im Automaten, der im Vorraum des linksseitigen Bühneneingangs gegenüber dem Volksgarten aufgestellt ist, ist die Besichtigung sämtlicher Innenräume, einschließlich des Bühnenraumes und der Maschinerien, werktäglich von 9–12 Uhr und von 3–5 Uhr, Sonn- und Feiertage nur von 9–12 Uhr gestattet. Eintrittsgeld 60 h. bbox=[567, 1813, 991, 1998]
entry-heading: Gemäldegalerie der k. k. Akademie der bildenden Künste, bbox=[552, 347, 991, 384]
entry-heading: Justizpalast, bbox=[552, 2215, 658, 2233]
directory-entry bbox=[553, 1211, 991, 1248]
